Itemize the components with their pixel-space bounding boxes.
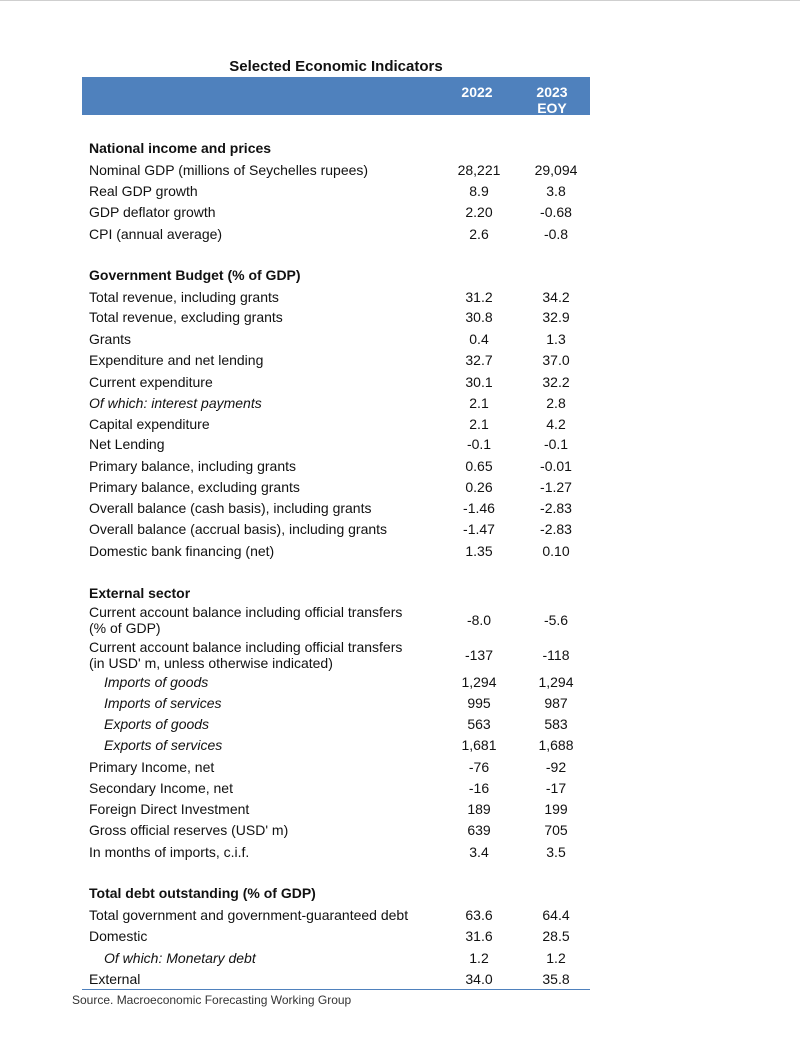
- value-2022: -0.1: [466, 436, 492, 452]
- value-2022: 30.8: [465, 309, 493, 325]
- row-label: In months of imports, c.i.f.: [89, 844, 250, 860]
- value-2022: 32.7: [465, 352, 493, 368]
- value-2023: -0.01: [540, 458, 572, 474]
- value-2022: -76: [468, 759, 490, 775]
- value-2022: 2.20: [465, 204, 493, 220]
- value-2022: 1,294: [461, 674, 497, 690]
- value-2023: 64.4: [542, 907, 570, 923]
- value-2023: 29,094: [534, 162, 578, 178]
- value-2023: -5.6: [543, 612, 569, 628]
- row-label: Total revenue, excluding grants: [89, 309, 283, 325]
- section-heading-label: External sector: [89, 585, 191, 601]
- value-2022: 63.6: [465, 907, 493, 923]
- row-label: Total revenue, including grants: [89, 289, 279, 305]
- value-2022: 28,221: [457, 162, 501, 178]
- row-label: Overall balance (accrual basis), including grants: [89, 521, 388, 537]
- value-2023: -92: [545, 759, 567, 775]
- value-2023: 3.8: [546, 183, 566, 199]
- section-heading-label: Government Budget (% of GDP): [89, 267, 301, 283]
- value-2022: 31.6: [465, 928, 493, 944]
- value-2023: 583: [544, 716, 568, 732]
- value-2022: 2.1: [469, 416, 489, 432]
- value-2022: -16: [468, 780, 490, 796]
- value-2023: -0.8: [543, 226, 569, 242]
- row-label: CPI (annual average): [89, 226, 223, 242]
- row-label: [89, 639, 439, 671]
- value-2022: 2.6: [469, 226, 489, 242]
- row-label-line1: Current account balance including official transfers: [89, 639, 403, 655]
- row-label: Real GDP growth: [89, 183, 198, 199]
- row-label: Domestic bank financing (net): [89, 543, 275, 559]
- row-label: Total government and government-guaranteed debt: [89, 907, 409, 923]
- row-label: Exports of goods: [104, 716, 210, 732]
- row-label: Capital expenditure: [89, 416, 210, 432]
- row-label: Primary balance, including grants: [89, 458, 296, 474]
- value-2022: 8.9: [469, 183, 489, 199]
- row-label: GDP deflator growth: [89, 204, 216, 220]
- row-label: Imports of services: [104, 695, 222, 711]
- value-2022: 1.2: [469, 950, 489, 966]
- value-2023: 705: [544, 822, 568, 838]
- value-2022: 34.0: [465, 971, 493, 987]
- table-bottom-rule: [82, 989, 590, 990]
- value-2022: -8.0: [466, 612, 492, 628]
- value-2022: 0.4: [469, 331, 489, 347]
- row-label: Of which: interest payments: [89, 395, 262, 411]
- value-2022: 0.65: [465, 458, 493, 474]
- row-label: Gross official reserves (USD' m): [89, 822, 289, 838]
- value-2023: 1,688: [538, 737, 574, 753]
- row-label: Primary Income, net: [89, 759, 215, 775]
- value-2023: -17: [545, 780, 567, 796]
- row-label: Exports of services: [104, 737, 223, 753]
- top-rule: [0, 0, 800, 1]
- column-header-2023-eoy: EOY: [537, 100, 567, 116]
- value-2022: 2.1: [469, 395, 489, 411]
- value-2023: -2.83: [540, 521, 572, 537]
- row-label: Nominal GDP (millions of Seychelles rupees): [89, 162, 369, 178]
- value-2022: -137: [464, 647, 494, 663]
- value-2023: 2.8: [546, 395, 566, 411]
- value-2023: 35.8: [542, 971, 570, 987]
- value-2023: 1.3: [546, 331, 566, 347]
- value-2022: 563: [467, 716, 491, 732]
- value-2022: 30.1: [465, 374, 493, 390]
- value-2023: -1.27: [540, 479, 572, 495]
- row-label: Domestic: [89, 928, 148, 944]
- table-title: Selected Economic Indicators: [229, 58, 443, 75]
- row-label: Primary balance, excluding grants: [89, 479, 300, 495]
- value-2023: -0.1: [543, 436, 569, 452]
- row-label: Grants: [89, 331, 132, 347]
- value-2022: 995: [467, 695, 491, 711]
- value-2022: 1.35: [465, 543, 493, 559]
- value-2023: 34.2: [542, 289, 570, 305]
- row-label: Net Lending: [89, 436, 165, 452]
- section-heading-label: National income and prices: [89, 140, 272, 156]
- source-note: Source. Macroeconomic Forecasting Working Group: [72, 993, 352, 1007]
- value-2022: 1,681: [461, 737, 497, 753]
- value-2023: 32.2: [542, 374, 570, 390]
- value-2022: 189: [467, 801, 491, 817]
- column-header-2023: [517, 84, 587, 116]
- value-2023: -0.68: [540, 204, 572, 220]
- column-header-2022: [442, 84, 512, 100]
- value-2023: -2.83: [540, 500, 572, 516]
- row-label: External: [89, 971, 141, 987]
- value-2023: 32.9: [542, 309, 570, 325]
- value-2023: 987: [544, 695, 568, 711]
- value-2023: 28.5: [542, 928, 570, 944]
- value-2023: 3.5: [546, 844, 566, 860]
- value-2023: 37.0: [542, 352, 570, 368]
- section-heading-label: Total debt outstanding (% of GDP): [89, 885, 316, 901]
- row-label: Overall balance (cash basis), including grants: [89, 500, 372, 516]
- row-label: Imports of goods: [104, 674, 209, 690]
- row-label: Foreign Direct Investment: [89, 801, 250, 817]
- row-label-line2: (in USD' m, unless otherwise indicated): [89, 655, 333, 671]
- value-2023: 4.2: [546, 416, 566, 432]
- row-label-line1: Current account balance including official transfers: [89, 604, 403, 620]
- column-header-2023-year: 2023: [536, 84, 568, 100]
- value-2023: 199: [544, 801, 568, 817]
- value-2022: -1.46: [463, 500, 495, 516]
- header-band: [82, 77, 590, 115]
- value-2022: 0.26: [465, 479, 493, 495]
- value-2023: 1.2: [546, 950, 566, 966]
- value-2022: -1.47: [463, 521, 495, 537]
- value-2023: 0.10: [542, 543, 570, 559]
- row-label: Current expenditure: [89, 374, 213, 390]
- value-2022: 3.4: [469, 844, 489, 860]
- value-2023: 1,294: [538, 674, 574, 690]
- column-header-2022-label: 2022: [461, 84, 493, 100]
- row-label: Expenditure and net lending: [89, 352, 264, 368]
- value-2022: 639: [467, 822, 491, 838]
- row-label: [89, 604, 439, 636]
- value-2023: -118: [542, 647, 570, 663]
- value-2022: 31.2: [465, 289, 493, 305]
- row-label: Secondary Income, net: [89, 780, 233, 796]
- row-label: Of which: Monetary debt: [104, 950, 256, 966]
- row-label-line2: (% of GDP): [89, 620, 161, 636]
